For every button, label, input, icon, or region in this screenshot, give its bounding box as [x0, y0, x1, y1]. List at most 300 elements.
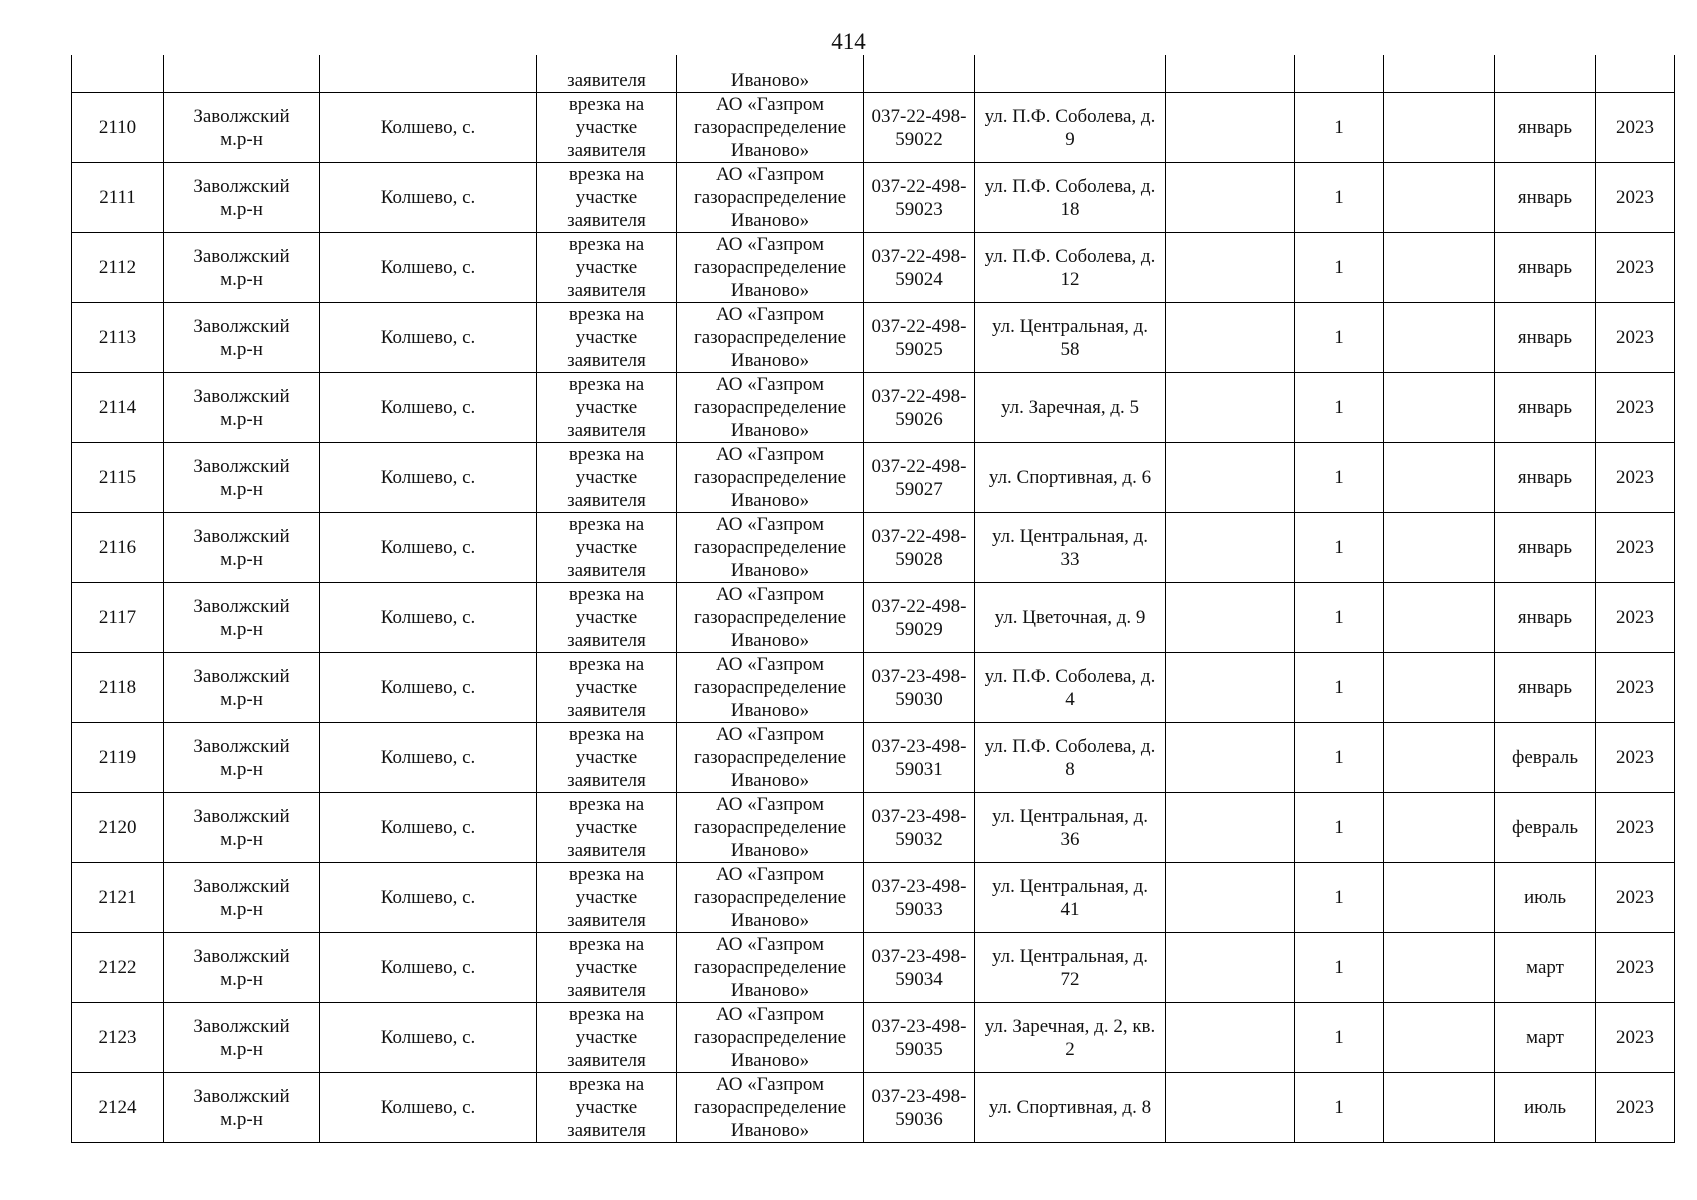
- cell-method-text: врезка на участке заявителя: [567, 94, 646, 161]
- cell-num-text: 2120: [98, 817, 137, 838]
- cell-district: [164, 513, 320, 583]
- cell-operator-text: АО «Газпром газораспределение Иваново»: [693, 444, 847, 511]
- cell-year-text: 2023: [1616, 1097, 1654, 1118]
- cell-address: [975, 793, 1166, 863]
- cell-operator: [677, 653, 864, 723]
- cell-month-text: январь: [1517, 117, 1573, 138]
- cell-district: [164, 863, 320, 933]
- cell-address-text: ул. Центральная, д. 36: [991, 805, 1148, 850]
- cell-settlement: [320, 653, 537, 723]
- cell-code: [864, 583, 975, 653]
- cell-year-text: 2023: [1616, 817, 1654, 838]
- cell-address: [975, 723, 1166, 793]
- cell-code: [864, 303, 975, 373]
- table-row: [72, 1073, 1675, 1143]
- cell-empty-1: [1166, 55, 1295, 93]
- cell-address-text: ул. Спортивная, д. 6: [988, 467, 1152, 488]
- cell-district: [164, 1073, 320, 1143]
- cell-num-text: 2121: [98, 887, 137, 908]
- cell-year: [1596, 863, 1675, 933]
- cell-settlement-text: Колшево, с.: [380, 887, 476, 908]
- cell-district-text: Заволжский м.р-н: [193, 1085, 290, 1130]
- cell-operator-text: АО «Газпром газораспределение Иваново»: [693, 94, 847, 161]
- cell-num-text: 2116: [98, 537, 137, 558]
- cell-operator: [677, 583, 864, 653]
- cell-year-text: 2023: [1616, 187, 1654, 208]
- cell-settlement: [320, 303, 537, 373]
- cell-code: [864, 863, 975, 933]
- cell-year-text: 2023: [1616, 467, 1654, 488]
- cell-qty: [1295, 1003, 1384, 1073]
- cell-operator: [677, 303, 864, 373]
- cell-empty-1: [1166, 303, 1295, 373]
- cell-address-text: ул. П.Ф. Соболева, д. 8: [984, 735, 1156, 780]
- cell-month: [1495, 163, 1596, 233]
- cell-empty-1: [1166, 1003, 1295, 1073]
- cell-empty-2: [1384, 1073, 1495, 1143]
- cell-empty-2: [1384, 233, 1495, 303]
- cell-month-text: март: [1526, 957, 1564, 978]
- cell-code-text: 037-23-498-59032: [871, 805, 967, 850]
- cell-num-text: 2124: [98, 1097, 137, 1118]
- cell-district: [164, 55, 320, 93]
- page-number: 414: [831, 29, 866, 54]
- cell-year: [1596, 163, 1675, 233]
- cell-num: [72, 933, 164, 1003]
- cell-qty: [1295, 1073, 1384, 1143]
- cell-operator: [677, 933, 864, 1003]
- cell-district: [164, 933, 320, 1003]
- cell-empty-2: [1384, 863, 1495, 933]
- cell-operator: [677, 373, 864, 443]
- cell-operator: [677, 233, 864, 303]
- cell-address: [975, 933, 1166, 1003]
- cell-num: [72, 443, 164, 513]
- cell-settlement: [320, 723, 537, 793]
- cell-empty-1: [1166, 233, 1295, 303]
- cell-method-text: врезка на участке заявителя: [567, 1004, 646, 1071]
- cell-operator-text: АО «Газпром газораспределение Иваново»: [693, 374, 847, 441]
- cell-operator-text: АО «Газпром газораспределение Иваново»: [693, 794, 847, 861]
- cell-empty-1: [1166, 863, 1295, 933]
- cell-settlement: [320, 373, 537, 443]
- cell-settlement: [320, 793, 537, 863]
- cell-year-text: 2023: [1616, 327, 1654, 348]
- cell-num: [72, 233, 164, 303]
- cell-year: [1596, 793, 1675, 863]
- cell-num-text: 2112: [98, 257, 137, 278]
- cell-method-text: врезка на участке заявителя: [567, 444, 646, 511]
- cell-num-text: 2118: [98, 677, 137, 698]
- cell-qty-text: 1: [1334, 537, 1344, 558]
- cell-settlement: [320, 1003, 537, 1073]
- registry-table: [71, 55, 1675, 1143]
- cell-num: [72, 863, 164, 933]
- cell-num-text: 2111: [99, 187, 136, 208]
- cell-code: [864, 723, 975, 793]
- cell-empty-2: [1384, 653, 1495, 723]
- cell-empty-2: [1384, 443, 1495, 513]
- cell-code-text: 037-22-498-59025: [871, 315, 967, 360]
- cell-year: [1596, 653, 1675, 723]
- cell-operator-text: АО «Газпром газораспределение Иваново»: [693, 304, 847, 371]
- cell-month: [1495, 233, 1596, 303]
- cell-year-text: 2023: [1616, 537, 1654, 558]
- cell-code: [864, 793, 975, 863]
- cell-settlement-text: Колшево, с.: [380, 117, 476, 138]
- cell-num: [72, 373, 164, 443]
- cell-settlement-text: Колшево, с.: [380, 1027, 476, 1048]
- cell-code-text: 037-22-498-59023: [871, 175, 967, 220]
- cell-month-text: июль: [1523, 1097, 1567, 1118]
- cell-qty: [1295, 443, 1384, 513]
- cell-month: [1495, 373, 1596, 443]
- cell-operator-text: АО «Газпром газораспределение Иваново»: [693, 234, 847, 301]
- cell-address: [975, 863, 1166, 933]
- cell-district: [164, 723, 320, 793]
- cell-num-text: 2115: [98, 467, 137, 488]
- cell-address: [975, 55, 1166, 93]
- cell-address-text: ул. П.Ф. Соболева, д. 12: [984, 245, 1156, 290]
- cell-address: [975, 93, 1166, 163]
- cell-code-text: 037-22-498-59027: [871, 455, 967, 500]
- table-row: [72, 373, 1675, 443]
- cell-settlement: [320, 1073, 537, 1143]
- cell-month-text: март: [1526, 1027, 1564, 1048]
- cell-num-text: 2117: [98, 607, 137, 628]
- cell-empty-2: [1384, 303, 1495, 373]
- cell-num: [72, 723, 164, 793]
- cell-qty: [1295, 793, 1384, 863]
- cell-method: [537, 1003, 677, 1073]
- cell-method: [537, 653, 677, 723]
- cell-operator: [677, 863, 864, 933]
- cell-empty-2: [1384, 723, 1495, 793]
- cell-month: [1495, 723, 1596, 793]
- cell-district-text: Заволжский м.р-н: [193, 805, 290, 850]
- cell-num-text: 2113: [98, 327, 137, 348]
- cell-method-text: врезка на участке заявителя: [567, 234, 646, 301]
- cell-district-text: Заволжский м.р-н: [193, 245, 290, 290]
- cell-qty: [1295, 863, 1384, 933]
- cell-code: [864, 653, 975, 723]
- cell-qty-text: 1: [1334, 1097, 1344, 1118]
- cell-num-text: 2114: [98, 397, 137, 418]
- cell-district-text: Заволжский м.р-н: [193, 385, 290, 430]
- cell-address: [975, 443, 1166, 513]
- cell-qty-text: 1: [1334, 957, 1344, 978]
- cell-address-text: ул. Центральная, д. 58: [991, 315, 1148, 360]
- table-row: [72, 233, 1675, 303]
- cell-address-text: ул. П.Ф. Соболева, д. 4: [984, 665, 1156, 710]
- cell-method: [537, 303, 677, 373]
- cell-operator: [677, 163, 864, 233]
- cell-year: [1596, 1073, 1675, 1143]
- cell-address-text: ул. Центральная, д. 41: [991, 875, 1148, 920]
- cell-settlement: [320, 163, 537, 233]
- cell-month-text: июль: [1523, 887, 1567, 908]
- cell-operator-text: АО «Газпром газораспределение Иваново»: [693, 864, 847, 931]
- cell-year: [1596, 55, 1675, 93]
- cell-operator: [677, 723, 864, 793]
- cell-month-text: январь: [1517, 467, 1573, 488]
- cell-settlement-text: Колшево, с.: [380, 187, 476, 208]
- cell-code-text: 037-22-498-59029: [871, 595, 967, 640]
- cell-settlement: [320, 583, 537, 653]
- cell-settlement-text: Колшево, с.: [380, 1097, 476, 1118]
- cell-district: [164, 373, 320, 443]
- cell-address-text: ул. Центральная, д. 33: [991, 525, 1148, 570]
- cell-settlement: [320, 233, 537, 303]
- cell-settlement: [320, 93, 537, 163]
- cell-empty-1: [1166, 373, 1295, 443]
- cell-settlement-text: Колшево, с.: [380, 327, 476, 348]
- cell-empty-1: [1166, 513, 1295, 583]
- cell-empty-2: [1384, 163, 1495, 233]
- table-row: [72, 723, 1675, 793]
- cell-empty-1: [1166, 933, 1295, 1003]
- cell-month: [1495, 1003, 1596, 1073]
- cell-code: [864, 55, 975, 93]
- cell-operator: [677, 1003, 864, 1073]
- cell-settlement-text: Колшево, с.: [380, 957, 476, 978]
- cell-method: [537, 93, 677, 163]
- cell-district-text: Заволжский м.р-н: [193, 875, 290, 920]
- cell-empty-2: [1384, 933, 1495, 1003]
- cell-month-text: январь: [1517, 537, 1573, 558]
- cell-operator-text: АО «Газпром газораспределение Иваново»: [693, 724, 847, 791]
- cell-code: [864, 1073, 975, 1143]
- cell-year: [1596, 443, 1675, 513]
- cell-method-text: врезка на участке заявителя: [567, 584, 646, 651]
- cell-empty-2: [1384, 513, 1495, 583]
- cell-operator-text: АО «Газпром газораспределение Иваново»: [693, 1004, 847, 1071]
- cell-num: [72, 1003, 164, 1073]
- cell-method: [537, 443, 677, 513]
- cell-method-text: врезка на участке заявителя: [567, 724, 646, 791]
- cell-address-text: ул. Заречная, д. 5: [1000, 397, 1140, 418]
- cell-code: [864, 933, 975, 1003]
- cell-qty: [1295, 55, 1384, 93]
- cell-method: [537, 583, 677, 653]
- cell-address: [975, 1073, 1166, 1143]
- cell-method: [537, 233, 677, 303]
- cell-num: [72, 583, 164, 653]
- cell-district-text: Заволжский м.р-н: [193, 315, 290, 360]
- cell-qty-text: 1: [1334, 397, 1344, 418]
- cell-year-text: 2023: [1616, 117, 1654, 138]
- cell-num: [72, 1073, 164, 1143]
- cell-qty-text: 1: [1334, 817, 1344, 838]
- cell-year-text: 2023: [1616, 677, 1654, 698]
- cell-empty-1: [1166, 653, 1295, 723]
- cell-district: [164, 793, 320, 863]
- cell-num: [72, 513, 164, 583]
- cell-month-text: февраль: [1512, 747, 1578, 768]
- cell-empty-2: [1384, 55, 1495, 93]
- cell-operator: [677, 443, 864, 513]
- cell-address-text: ул. Спортивная, д. 8: [988, 1097, 1152, 1118]
- cell-settlement: [320, 863, 537, 933]
- cell-qty: [1295, 233, 1384, 303]
- cell-month: [1495, 793, 1596, 863]
- cell-district: [164, 1003, 320, 1073]
- cell-code-text: 037-22-498-59022: [871, 105, 967, 150]
- cell-qty-text: 1: [1334, 747, 1344, 768]
- cell-qty: [1295, 303, 1384, 373]
- cell-empty-1: [1166, 1073, 1295, 1143]
- cell-month-text: январь: [1517, 327, 1573, 348]
- cell-operator-text: АО «Газпром газораспределение Иваново»: [693, 164, 847, 231]
- cell-month: [1495, 93, 1596, 163]
- cell-settlement: [320, 933, 537, 1003]
- cell-code: [864, 93, 975, 163]
- cell-operator-text: АО «Газпром газораспределение Иваново»: [693, 654, 847, 721]
- cell-district: [164, 583, 320, 653]
- cell-district-text: Заволжский м.р-н: [193, 735, 290, 780]
- cell-qty: [1295, 93, 1384, 163]
- cell-num-text: 2110: [98, 117, 137, 138]
- cell-method: [537, 1073, 677, 1143]
- cell-qty: [1295, 583, 1384, 653]
- cell-empty-2: [1384, 793, 1495, 863]
- cell-year: [1596, 1003, 1675, 1073]
- cell-address-text: ул. Цветочная, д. 9: [994, 607, 1146, 628]
- cell-operator: [677, 1073, 864, 1143]
- cell-code-text: 037-22-498-59024: [871, 245, 967, 290]
- cell-month: [1495, 1073, 1596, 1143]
- cell-num: [72, 163, 164, 233]
- table-row: [72, 163, 1675, 233]
- cell-method: [537, 863, 677, 933]
- cell-qty-text: 1: [1334, 187, 1344, 208]
- cell-empty-1: [1166, 793, 1295, 863]
- cell-empty-1: [1166, 443, 1295, 513]
- cell-qty: [1295, 723, 1384, 793]
- cell-operator: [677, 93, 864, 163]
- table-row: [72, 303, 1675, 373]
- cell-settlement: [320, 513, 537, 583]
- cell-year-text: 2023: [1616, 887, 1654, 908]
- cell-qty: [1295, 653, 1384, 723]
- cell-address: [975, 303, 1166, 373]
- cell-code-text: 037-23-498-59033: [871, 875, 967, 920]
- cell-qty-text: 1: [1334, 677, 1344, 698]
- cell-qty-text: 1: [1334, 887, 1344, 908]
- cell-empty-2: [1384, 583, 1495, 653]
- cell-code-text: 037-23-498-59034: [871, 945, 967, 990]
- cell-method-text: врезка на участке заявителя: [567, 374, 646, 441]
- cell-code: [864, 1003, 975, 1073]
- table-row: [72, 1003, 1675, 1073]
- cell-qty: [1295, 933, 1384, 1003]
- cell-operator-text: АО «Газпром газораспределение Иваново»: [693, 1074, 847, 1141]
- cell-qty-text: 1: [1334, 467, 1344, 488]
- cell-settlement-text: Колшево, с.: [380, 397, 476, 418]
- cell-district-text: Заволжский м.р-н: [193, 175, 290, 220]
- cell-code-text: 037-23-498-59036: [871, 1085, 967, 1130]
- cell-method: заявителя: [537, 55, 677, 93]
- cell-address-text: ул. Центральная, д. 72: [991, 945, 1148, 990]
- cell-address: [975, 163, 1166, 233]
- cell-month: [1495, 55, 1596, 93]
- cell-operator-text: АО «Газпром газораспределение Иваново»: [693, 514, 847, 581]
- cell-month-text: январь: [1517, 397, 1573, 418]
- cell-method: [537, 793, 677, 863]
- cell-num: [72, 303, 164, 373]
- cell-method-text: врезка на участке заявителя: [567, 304, 646, 371]
- cell-num-text: 2119: [98, 747, 137, 768]
- cell-qty-text: 1: [1334, 607, 1344, 628]
- cell-method-text: врезка на участке заявителя: [567, 794, 646, 861]
- cell-address: [975, 373, 1166, 443]
- cell-year: [1596, 233, 1675, 303]
- cell-settlement-text: Колшево, с.: [380, 607, 476, 628]
- cell-district: [164, 93, 320, 163]
- cell-settlement-text: Колшево, с.: [380, 817, 476, 838]
- cell-num: [72, 55, 164, 93]
- cell-qty: [1295, 163, 1384, 233]
- table-row: [72, 583, 1675, 653]
- cell-qty-text: 1: [1334, 1027, 1344, 1048]
- cell-code: [864, 373, 975, 443]
- cell-district: [164, 233, 320, 303]
- cell-code-text: 037-22-498-59026: [871, 385, 967, 430]
- cell-num-text: 2122: [98, 957, 137, 978]
- cell-num: [72, 93, 164, 163]
- cell-district: [164, 443, 320, 513]
- table-row: [72, 793, 1675, 863]
- cell-operator: [677, 793, 864, 863]
- cell-month-text: январь: [1517, 677, 1573, 698]
- cell-month-text: январь: [1517, 187, 1573, 208]
- cell-method-text: врезка на участке заявителя: [567, 864, 646, 931]
- cell-year-text: 2023: [1616, 257, 1654, 278]
- cell-year: [1596, 513, 1675, 583]
- cell-code: [864, 443, 975, 513]
- cell-month: [1495, 653, 1596, 723]
- cell-settlement-text: Колшево, с.: [380, 257, 476, 278]
- cell-code: [864, 513, 975, 583]
- cell-qty-text: 1: [1334, 327, 1344, 348]
- cell-empty-1: [1166, 163, 1295, 233]
- cell-qty: [1295, 513, 1384, 583]
- table-row: [72, 653, 1675, 723]
- cell-method: [537, 513, 677, 583]
- cell-district-text: Заволжский м.р-н: [193, 665, 290, 710]
- cell-month-text: январь: [1517, 257, 1573, 278]
- cell-code-text: 037-23-498-59035: [871, 1015, 967, 1060]
- cell-address: [975, 513, 1166, 583]
- cell-method-text: врезка на участке заявителя: [567, 514, 646, 581]
- cell-operator: Иваново»: [677, 55, 864, 93]
- cell-address-text: ул. Заречная, д. 2, кв. 2: [984, 1015, 1156, 1060]
- cell-year: [1596, 303, 1675, 373]
- cell-address: [975, 1003, 1166, 1073]
- cell-method: [537, 723, 677, 793]
- cell-settlement: [320, 443, 537, 513]
- cell-method-text: врезка на участке заявителя: [567, 654, 646, 721]
- cell-method: [537, 373, 677, 443]
- cell-num: [72, 653, 164, 723]
- cell-district: [164, 163, 320, 233]
- cell-empty-1: [1166, 583, 1295, 653]
- cell-operator-text: АО «Газпром газораспределение Иваново»: [693, 934, 847, 1001]
- cell-district-text: Заволжский м.р-н: [193, 105, 290, 150]
- cell-qty-text: 1: [1334, 117, 1344, 138]
- cell-qty: [1295, 373, 1384, 443]
- cell-settlement-text: Колшево, с.: [380, 677, 476, 698]
